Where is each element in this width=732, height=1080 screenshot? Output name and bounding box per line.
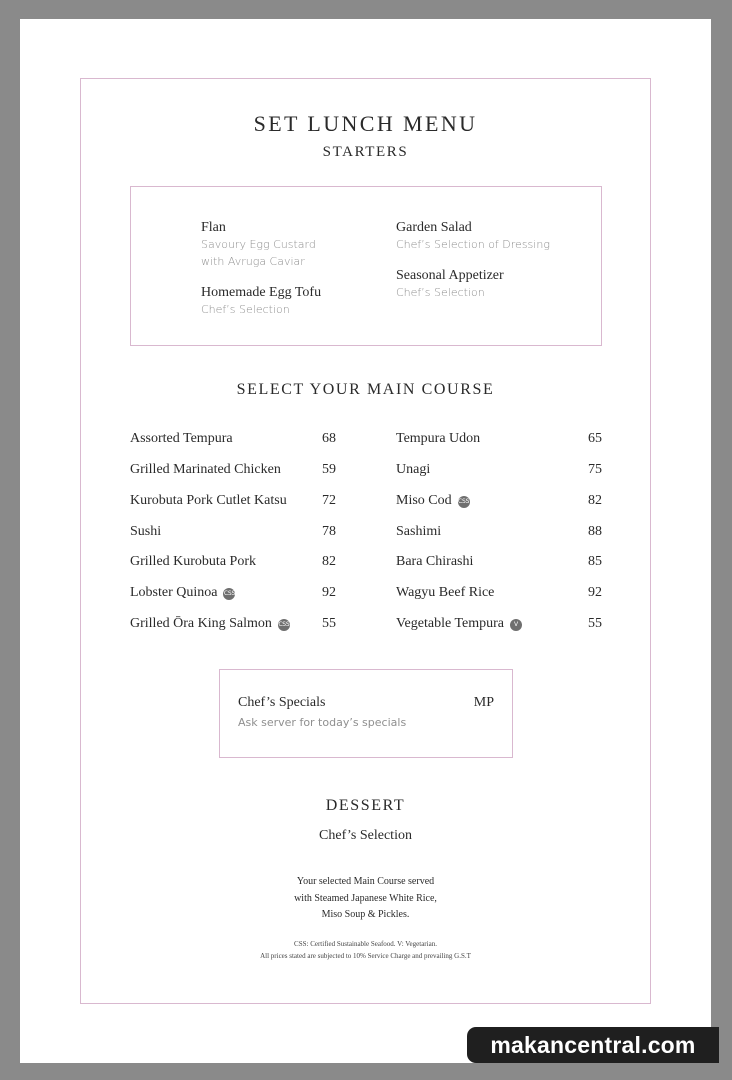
served-line: Miso Soup & Pickles.	[321, 909, 410, 920]
dish-name-with-badge	[396, 493, 470, 509]
starter-desc: Chef’s Selection	[201, 303, 290, 316]
starter-item	[201, 220, 316, 270]
starter-name: Homemade Egg Tofu	[201, 285, 322, 300]
specials-name: Chef’s Specials	[238, 695, 326, 710]
dish-price: 82	[322, 554, 336, 569]
starters-heading: STARTERS	[322, 144, 409, 160]
starter-item	[396, 268, 504, 301]
dish-name: Sashimi	[396, 524, 442, 539]
main-course-row	[130, 585, 338, 605]
dessert-item: Chef’s Selection	[319, 828, 412, 843]
dish-price: 68	[322, 431, 336, 446]
dish-price: 59	[322, 462, 336, 477]
starter-item	[201, 285, 321, 318]
main-course-row	[396, 493, 604, 513]
main-course-row	[130, 431, 338, 451]
menu-sheet	[20, 19, 711, 1063]
dish-name: Kurobuta Pork Cutlet Katsu	[130, 493, 287, 508]
served-line: with Steamed Japanese White Rice,	[294, 892, 437, 904]
starter-name: Seasonal Appetizer	[396, 268, 504, 283]
menu-border	[80, 78, 651, 1004]
dish-price: 72	[322, 493, 336, 508]
starter-desc: with Avruga Caviar	[201, 255, 305, 268]
dish-price: 85	[588, 554, 602, 569]
footnote-line: All prices stated are subjected to 10% Service Charge and prevailing G.S.T	[260, 951, 471, 960]
dish-price: 82	[588, 493, 602, 508]
main-course-row	[130, 493, 338, 513]
main-course-heading: SELECT YOUR MAIN COURSE	[236, 381, 495, 398]
dish-price: 78	[322, 524, 336, 539]
dish-name: Grilled Ōra King Salmon	[130, 616, 272, 631]
dish-name: Sushi	[130, 524, 162, 539]
dish-price: 75	[588, 462, 602, 477]
dish-name: Miso Cod	[396, 493, 452, 508]
main-course-row	[130, 524, 338, 544]
main-course-row	[130, 616, 338, 636]
dish-price: 92	[588, 585, 602, 600]
dish-price: 65	[588, 431, 602, 446]
site-watermark: makancentral.com	[467, 1027, 719, 1063]
starter-desc: Chef’s Selection of Dressing	[396, 238, 550, 251]
main-course-row	[396, 616, 604, 636]
specials-price: MP	[473, 695, 494, 710]
main-course-row	[396, 524, 604, 544]
starter-desc: Savoury Egg Custard	[201, 238, 316, 251]
dessert-heading: DESSERT	[325, 797, 406, 814]
dish-name-with-badge	[130, 616, 290, 632]
dish-name: Unagi	[396, 462, 431, 477]
chefs-specials-box	[219, 669, 513, 758]
starter-name: Garden Salad	[396, 220, 472, 235]
footnote-line: CSS: Certified Sustainable Seafood. V: Vegetarian.	[294, 940, 437, 948]
dish-price: 55	[588, 616, 602, 631]
dish-name: Assorted Tempura	[130, 431, 233, 446]
main-course-row	[130, 554, 338, 574]
starters-box	[130, 186, 602, 346]
main-course-row	[396, 431, 604, 451]
main-course-row	[130, 462, 338, 482]
dish-name-with-badge	[396, 616, 522, 632]
dish-price: 88	[588, 524, 602, 539]
starter-item	[396, 220, 550, 253]
dish-name: Tempura Udon	[396, 431, 481, 446]
dish-name: Vegetable Tempura	[396, 616, 504, 631]
specials-desc: Ask server for today’s specials	[238, 716, 407, 729]
menu-title: SET LUNCH MENU	[253, 111, 478, 136]
footnotes	[81, 939, 650, 962]
dish-name: Wagyu Beef Rice	[396, 585, 495, 600]
dish-name: Lobster Quinoa	[130, 585, 218, 600]
main-course-row	[396, 585, 604, 605]
css-badge-icon: CSS	[223, 588, 235, 600]
dish-price: 55	[322, 616, 336, 631]
main-course-row	[396, 554, 604, 574]
served-with-note	[81, 874, 650, 924]
served-line: Your selected Main Course served	[296, 876, 435, 887]
css-badge-icon: CSS	[278, 619, 290, 631]
dish-name-with-badge	[130, 585, 235, 601]
vegetarian-badge-icon: V	[510, 619, 522, 631]
dish-name: Grilled Kurobuta Pork	[130, 554, 256, 569]
dish-price: 92	[322, 585, 336, 600]
starter-name: Flan	[201, 220, 226, 235]
dish-name: Grilled Marinated Chicken	[130, 462, 281, 477]
starter-desc: Chef’s Selection	[396, 286, 485, 299]
css-badge-icon: CSS	[458, 496, 470, 508]
main-course-row	[396, 462, 604, 482]
dish-name: Bara Chirashi	[396, 554, 474, 569]
